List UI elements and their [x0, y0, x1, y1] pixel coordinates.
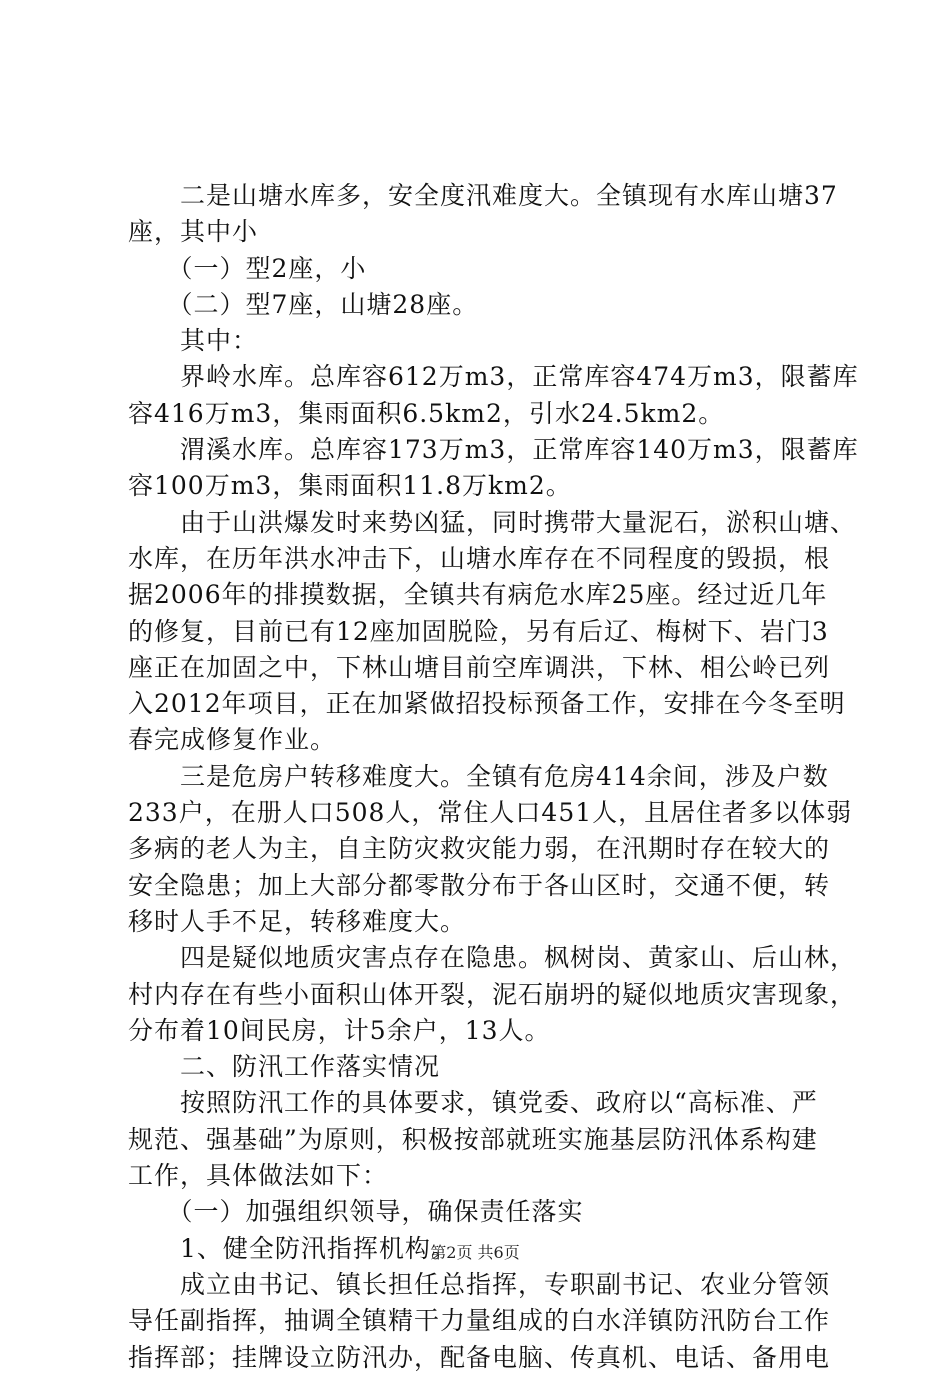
text-line: 由于山洪爆发时来势凶猛，同时携带大量泥石，淤积山塘、 [128, 507, 857, 537]
text-line: 分布着10间民房，计5余户，13人。 [128, 1015, 551, 1045]
text-line: 座，其中小 [128, 217, 259, 247]
text-line: 指挥部；挂牌设立防汛办，配备电脑、传真机、电话、备用电 [128, 1342, 831, 1372]
section-heading: 二、防汛工作落实情况 [128, 1052, 441, 1082]
text-line: 村内存在有些小面积山体开裂，泥石崩坍的疑似地质灾害现象， [128, 979, 857, 1009]
page-footer: 第2页 共6页 [430, 1243, 520, 1262]
text-line: 成立由书记、镇长担任总指挥，专职副书记、农业分管领 [128, 1269, 831, 1299]
text-line: 规范、强基础”为原则，积极按部就班实施基层防汛体系构建 [128, 1124, 818, 1154]
text-line: 导任副指挥，抽调全镇精干力量组成的白水洋镇防汛防台工作 [128, 1306, 831, 1336]
text-line: （一）型2座，小 [128, 253, 367, 283]
text-line: 容416万m3，集雨面积6.5km2，引水24.5km2。 [128, 398, 725, 428]
text-line: 233户，在册人口508人，常住人口451人，且居住者多以体弱 [128, 798, 853, 828]
text-line: 三是危房户转移难度大。全镇有危房414余间，涉及户数 [128, 761, 829, 791]
text-line: 入2012年项目，正在加紧做招投标预备工作，安排在今冬至明 [128, 689, 846, 719]
item-heading: 1、健全防汛指挥机构。 [128, 1233, 457, 1263]
text-line: 四是疑似地质灾害点存在隐患。枫树岗、黄家山、后山林， [128, 943, 857, 973]
text-line: 其中： [128, 326, 259, 356]
text-line: 移时人手不足，转移难度大。 [128, 906, 467, 936]
text-line: 水库，在历年洪水冲击下，山塘水库存在不同程度的毁损，根 [128, 543, 831, 573]
text-line: 据2006年的排摸数据，全镇共有病危水库25座。经过近几年 [128, 580, 828, 610]
text-line: 按照防汛工作的具体要求，镇党委、政府以“高标准、严 [128, 1088, 818, 1118]
text-line: 渭溪水库。总库容173万m3，正常库容140万m3，限蓄库 [128, 435, 859, 465]
text-line: 容100万m3，集雨面积11.8万km2。 [128, 471, 572, 501]
text-line: 多病的老人为主，自主防灾救灾能力弱，在汛期时存在较大的 [128, 834, 831, 864]
text-line: （二）型7座，山塘28座。 [128, 289, 479, 319]
text-line: 安全隐患；加上大部分都零散分布于各山区时，交通不便，转 [128, 870, 831, 900]
text-line: 二是山塘水库多，安全度汛难度大。全镇现有水库山塘37 [128, 181, 838, 210]
body-text [128, 178, 859, 1376]
text-line: 的修复，目前已有12座加固脱险，另有后辽、梅树下、岩门3 [128, 616, 829, 646]
text-line: 春完成修复作业。 [128, 725, 337, 755]
text-line: 工作，具体做法如下： [128, 1161, 389, 1191]
text-line: 界岭水库。总库容612万m3，正常库容474万m3，限蓄库 [128, 362, 859, 392]
subsection-heading: （一）加强组织领导，确保责任落实 [128, 1197, 584, 1227]
text-line: 座正在加固之中，下林山塘目前空库调洪，下林、相公岭已列 [128, 652, 831, 682]
